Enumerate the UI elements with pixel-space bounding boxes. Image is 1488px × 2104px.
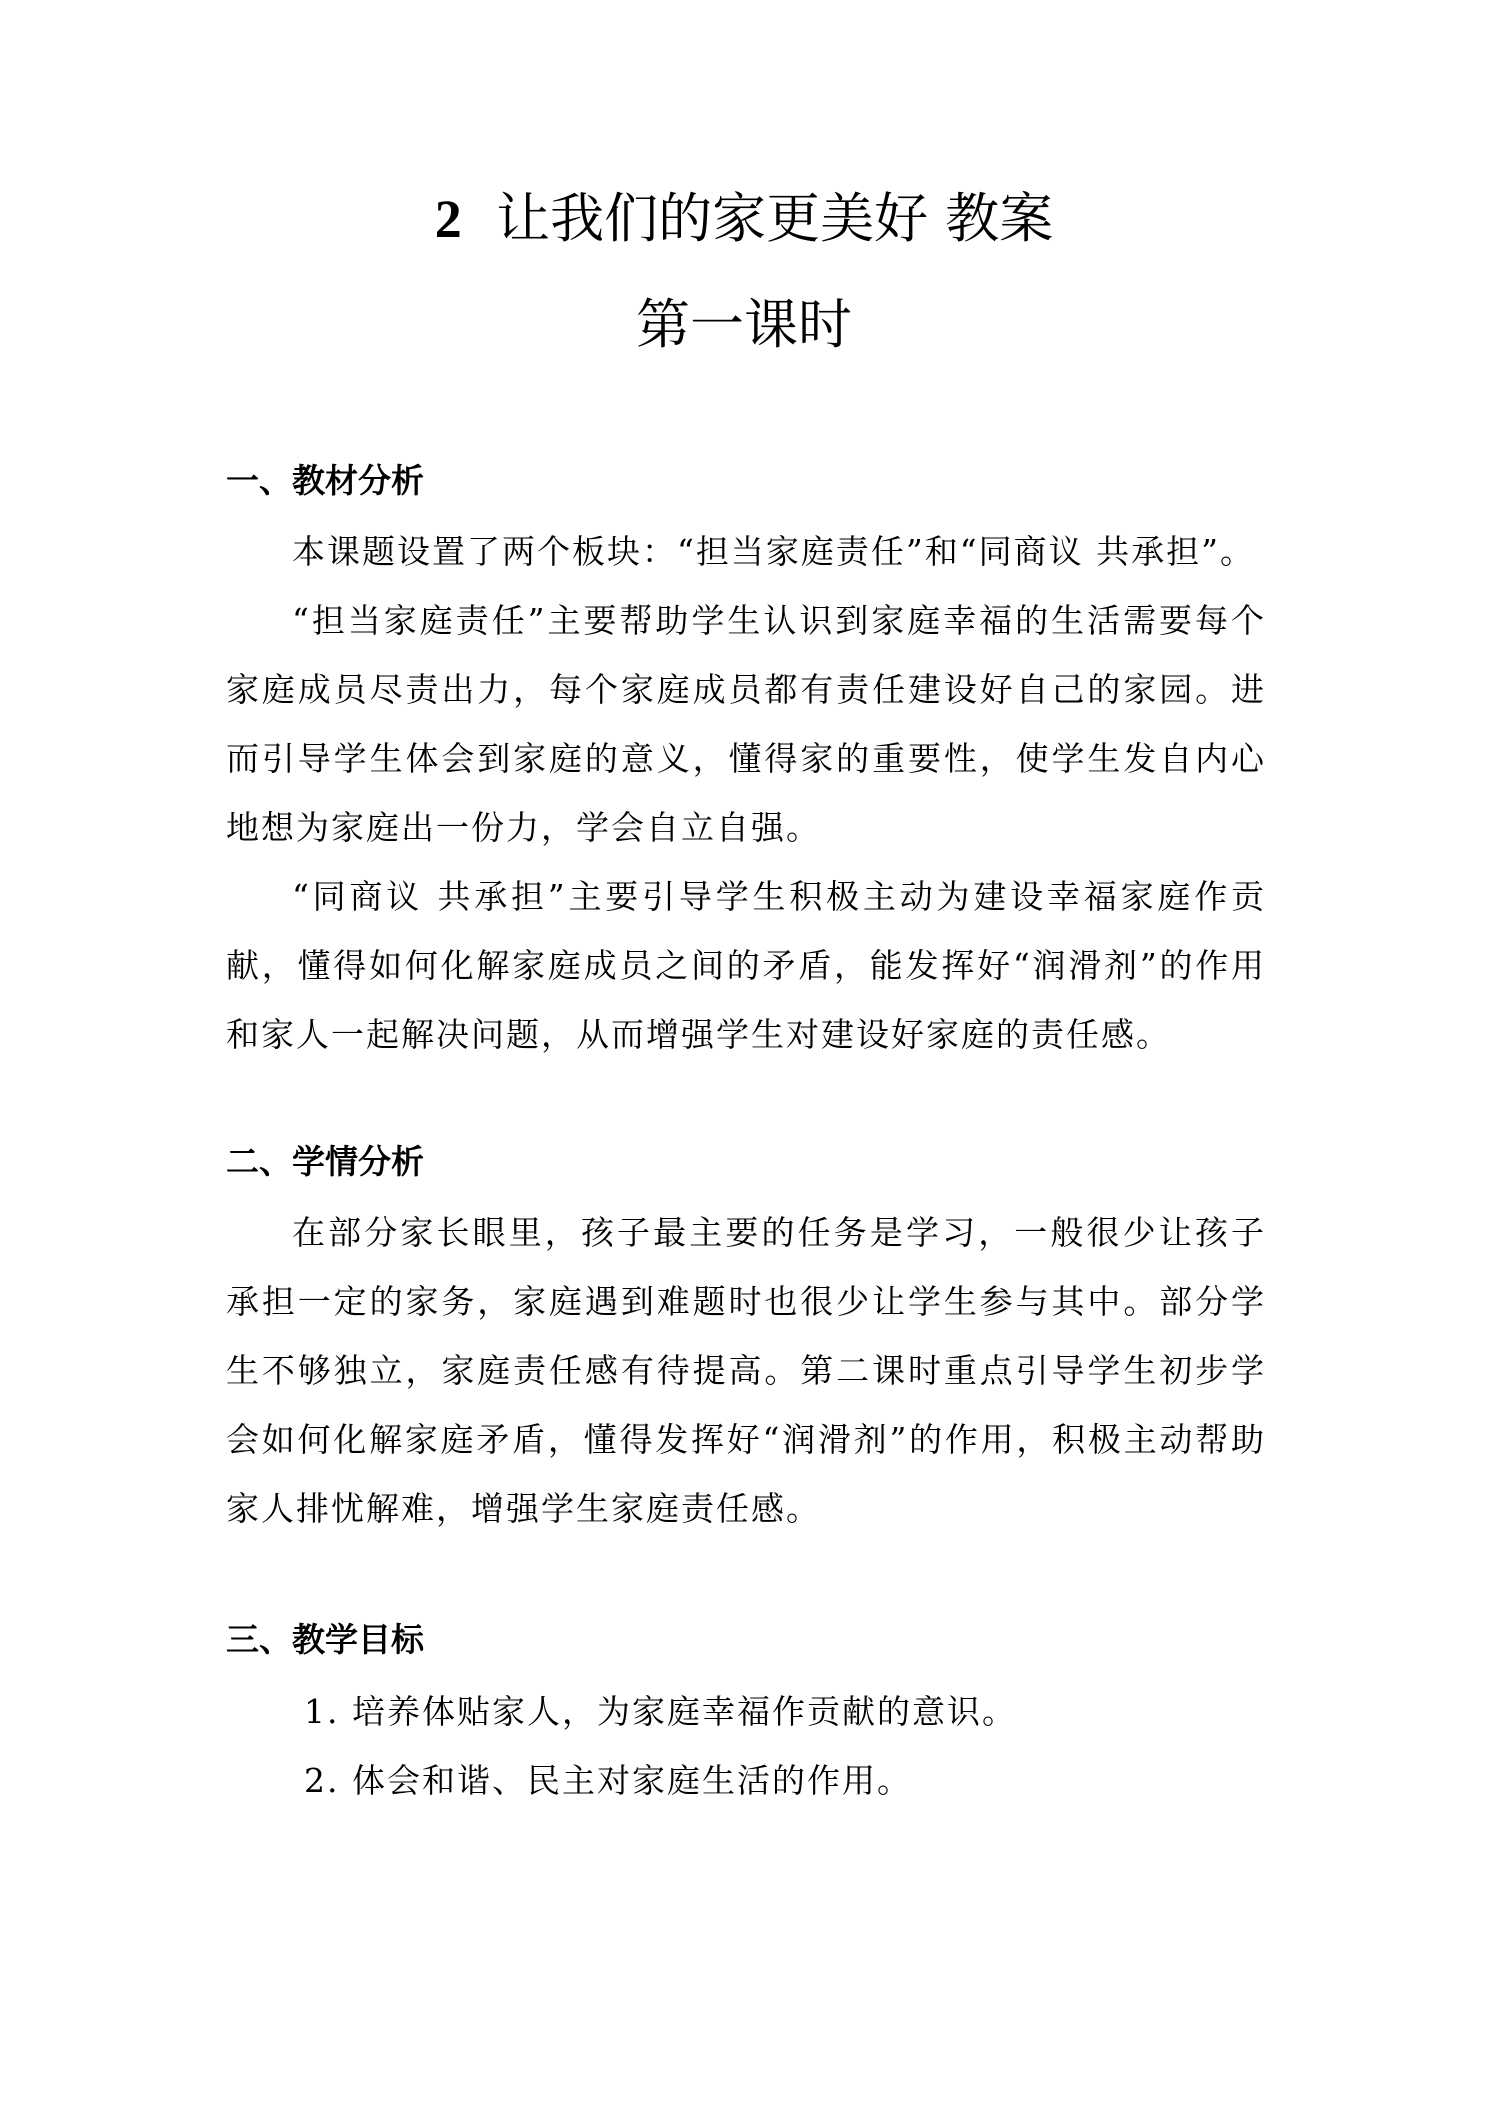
goal-item-1: 1. 培养体贴家人，为家庭幸福作贡献的意识。 (304, 1692, 1017, 1731)
section-heading-teaching-goals: 三、教学目标 (226, 1620, 424, 1659)
paragraph-discuss-share: “同商议 共承担”主要引导学生积极主动为建设幸福家庭作贡献，懂得如何化解家庭成员之间的矛盾，能发挥好“润滑剂”的作用和家人一起解决问题，从而增强学生对建设好家庭的责任感。 (226, 877, 1266, 1054)
lesson-number: 2 (434, 189, 462, 249)
lesson-title: 让我们的家更美好 教案 (496, 187, 1054, 250)
section-heading-textbook-analysis: 一、教材分析 (226, 461, 424, 500)
section-heading-student-analysis: 二、学情分析 (226, 1142, 424, 1181)
lesson-period-title: 第一课时 (636, 293, 852, 356)
paragraph-family-responsibility: “担当家庭责任”主要帮助学生认识到家庭幸福的生活需要每个家庭成员尽责出力，每个家庭成员都有责任建设好自己的家园。进而引导学生体会到家庭的意义，懂得家的重要性，使学生发自内心地想为家庭出一份力，学会自立自强。 (226, 601, 1266, 847)
paragraph-textbook-intro: 本课题设置了两个板块：“担当家庭责任”和“同商议 共承担”。 (292, 532, 1255, 571)
goal-item-2: 2. 体会和谐、民主对家庭生活的作用。 (304, 1761, 912, 1800)
document-title (0, 184, 1488, 254)
paragraph-student-analysis: 在部分家长眼里，孩子最主要的任务是学习，一般很少让孩子承担一定的家务，家庭遇到难题时也很少让学生参与其中。部分学生不够独立，家庭责任感有待提高。第二课时重点引导学生初步学会如何化解家庭矛盾，懂得发挥好“润滑剂”的作用，积极主动帮助家人排忧解难，增强学生家庭责任感。 (226, 1213, 1266, 1528)
